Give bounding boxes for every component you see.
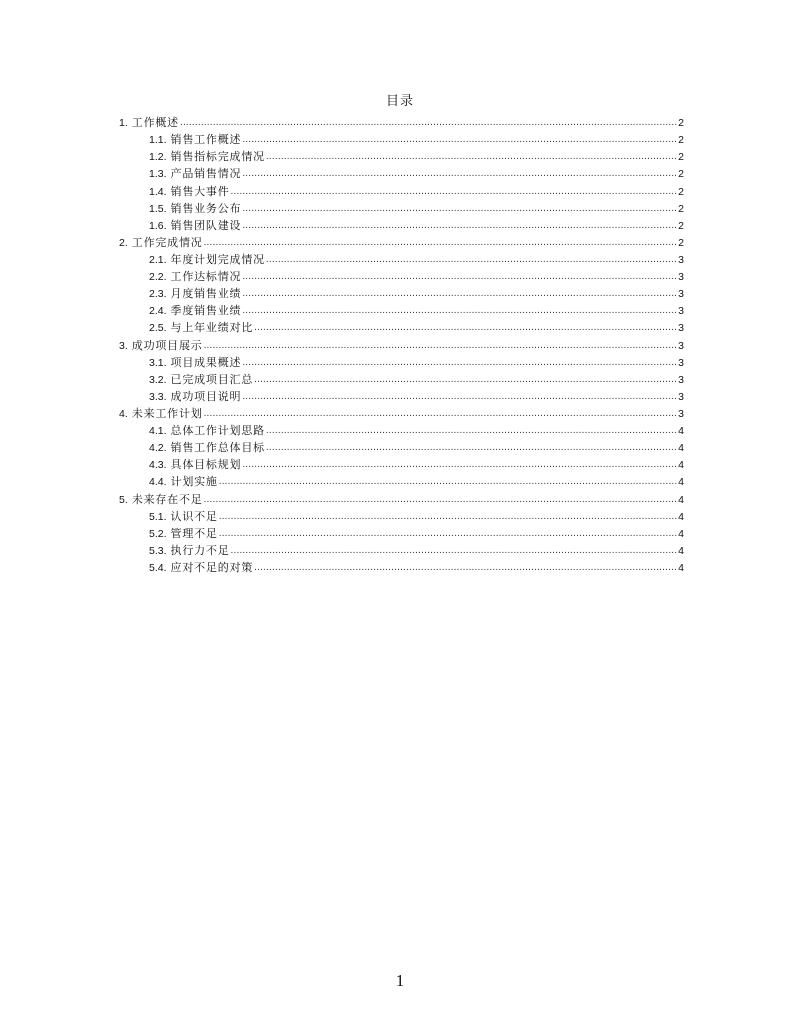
toc-dot-leader: [204, 236, 678, 250]
toc-entry-number: 5.4.: [149, 561, 167, 574]
toc-entry-number: 1.1.: [149, 134, 167, 147]
toc-dot-leader: [242, 219, 677, 233]
toc-entry-label: 月度销售业绩: [170, 287, 242, 301]
toc-entry-number: 3.: [119, 339, 128, 352]
toc-dot-leader: [242, 356, 677, 370]
toc-dot-leader: [219, 510, 677, 524]
toc-entry-label: 具体目标规划: [170, 458, 242, 472]
toc-entry-page: 2: [678, 134, 684, 147]
toc-dot-leader: [204, 493, 678, 507]
toc-entry-label: 计划实施: [170, 475, 218, 489]
toc-entry-label: 工作完成情况: [131, 235, 203, 249]
toc-entry-label: 工作达标情况: [170, 270, 242, 284]
toc-entry-page: 4: [678, 493, 684, 506]
toc-entry-page: 4: [678, 476, 684, 489]
toc-entry-number: 1.4.: [149, 185, 167, 198]
toc-dot-leader: [254, 321, 677, 335]
toc-entry-label: 产品销售情况: [170, 167, 242, 181]
toc-entry-page: 2: [678, 185, 684, 198]
toc-entry[interactable]: [119, 370, 684, 387]
toc-dot-leader: [266, 441, 677, 455]
toc-entry-label: 销售业务公布: [170, 201, 242, 215]
toc-dot-leader: [242, 167, 677, 181]
toc-entry[interactable]: [119, 164, 684, 181]
toc-entry-page: 4: [678, 544, 684, 557]
toc-dot-leader: [204, 407, 678, 421]
toc-entry-number: 3.1.: [149, 356, 167, 369]
toc-entry-label: 管理不足: [170, 526, 218, 540]
toc-entry[interactable]: [119, 387, 684, 404]
toc-dot-leader: [242, 270, 677, 284]
toc-entry-number: 5.2.: [149, 527, 167, 540]
toc-entry[interactable]: [119, 181, 684, 198]
toc-entry-page: 2: [678, 219, 684, 232]
toc-entry[interactable]: [119, 113, 684, 130]
toc-dot-leader: [242, 304, 677, 318]
toc-entry-number: 4.2.: [149, 442, 167, 455]
toc-entry[interactable]: [119, 472, 684, 489]
toc-entry-number: 4.3.: [149, 459, 167, 472]
toc-entry[interactable]: [119, 558, 684, 575]
toc-entry-label: 执行力不足: [170, 543, 230, 557]
toc-entry-label: 与上年业绩对比: [170, 321, 254, 335]
toc-dot-leader: [219, 527, 677, 541]
toc-dot-leader: [219, 475, 677, 489]
toc-entry-label: 项目成果概述: [170, 355, 242, 369]
toc-entry[interactable]: [119, 199, 684, 216]
toc-entry-page: 3: [678, 339, 684, 352]
toc-entry[interactable]: [119, 284, 684, 301]
toc-dot-leader: [231, 185, 678, 199]
toc-dot-leader: [266, 424, 677, 438]
toc-entry-label: 认识不足: [170, 509, 218, 523]
toc-entry-label: 销售大事件: [170, 184, 230, 198]
toc-entry-page: 3: [678, 288, 684, 301]
toc-entry-label: 成功项目说明: [170, 389, 242, 403]
toc-dot-leader: [242, 458, 677, 472]
toc-dot-leader: [254, 373, 677, 387]
toc-entry-number: 1.: [119, 117, 128, 130]
toc-entry[interactable]: [119, 318, 684, 335]
toc-entry[interactable]: [119, 216, 684, 233]
toc-entry-page: 4: [678, 459, 684, 472]
toc-entry-number: 2.2.: [149, 271, 167, 284]
table-of-contents: [119, 113, 684, 575]
toc-entry[interactable]: [119, 267, 684, 284]
toc-entry[interactable]: [119, 147, 684, 164]
toc-entry-label: 已完成项目汇总: [170, 372, 254, 386]
toc-entry-page: 4: [678, 510, 684, 523]
toc-entry-label: 销售工作总体目标: [170, 441, 265, 455]
toc-dot-leader: [254, 561, 677, 575]
toc-dot-leader: [242, 133, 677, 147]
toc-entry-label: 应对不足的对策: [170, 560, 254, 574]
toc-entry[interactable]: [119, 438, 684, 455]
page-number: 1: [395, 971, 405, 990]
toc-entry-page: 3: [678, 322, 684, 335]
toc-entry-label: 销售工作概述: [170, 133, 242, 147]
toc-entry-page: 2: [678, 117, 684, 130]
toc-entry[interactable]: [119, 233, 684, 250]
toc-entry-number: 2.1.: [149, 253, 167, 266]
toc-dot-leader: [231, 544, 678, 558]
toc-entry-number: 1.6.: [149, 219, 167, 232]
toc-entry-label: 工作概述: [131, 116, 179, 130]
toc-entry-number: 4.: [119, 407, 128, 420]
toc-entry-page: 2: [678, 202, 684, 215]
toc-entry-page: 4: [678, 527, 684, 540]
toc-entry-number: 2.5.: [149, 322, 167, 335]
toc-entry[interactable]: [119, 421, 684, 438]
toc-entry-page: 2: [678, 151, 684, 164]
toc-dot-leader: [242, 287, 677, 301]
toc-entry-label: 年度计划完成情况: [170, 252, 265, 266]
toc-entry[interactable]: [119, 130, 684, 147]
toc-entry-number: 5.1.: [149, 510, 167, 523]
toc-dot-leader: [242, 390, 677, 404]
toc-entry-label: 总体工作计划思路: [170, 424, 265, 438]
toc-entry-label: 季度销售业绩: [170, 304, 242, 318]
toc-entry-number: 2.4.: [149, 305, 167, 318]
toc-entry-page: 3: [678, 407, 684, 420]
toc-entry-page: 4: [678, 442, 684, 455]
toc-entry[interactable]: [119, 335, 684, 352]
toc-title: 目录: [385, 94, 414, 109]
toc-entry[interactable]: [119, 250, 684, 267]
toc-entry[interactable]: [119, 353, 684, 370]
toc-entry-label: 销售指标完成情况: [170, 150, 265, 164]
toc-entry-page: 3: [678, 271, 684, 284]
toc-entry[interactable]: [119, 489, 684, 506]
toc-entry-page: 3: [678, 356, 684, 369]
toc-entry[interactable]: [119, 455, 684, 472]
toc-entry[interactable]: [119, 524, 684, 541]
toc-entry[interactable]: [119, 301, 684, 318]
toc-entry-label: 销售团队建设: [170, 218, 242, 232]
toc-entry-number: 2.3.: [149, 288, 167, 301]
toc-entry-number: 1.2.: [149, 151, 167, 164]
toc-dot-leader: [242, 202, 677, 216]
toc-dot-leader: [266, 150, 677, 164]
toc-dot-leader: [180, 116, 677, 130]
toc-entry-page: 2: [678, 168, 684, 181]
toc-entry-number: 2.: [119, 236, 128, 249]
toc-entry-number: 3.3.: [149, 390, 167, 403]
toc-entry-label: 未来工作计划: [131, 406, 203, 420]
toc-entry-page: 3: [678, 253, 684, 266]
toc-entry-page: 4: [678, 561, 684, 574]
toc-entry[interactable]: [119, 541, 684, 558]
toc-entry-number: 3.2.: [149, 373, 167, 386]
toc-entry[interactable]: [119, 404, 684, 421]
toc-entry[interactable]: [119, 507, 684, 524]
toc-entry-number: 1.3.: [149, 168, 167, 181]
toc-entry-number: 4.1.: [149, 425, 167, 438]
toc-entry-page: 3: [678, 305, 684, 318]
toc-entry-number: 1.5.: [149, 202, 167, 215]
toc-entry-page: 3: [678, 390, 684, 403]
toc-dot-leader: [266, 253, 677, 267]
toc-entry-page: 2: [678, 236, 684, 249]
toc-entry-label: 未来存在不足: [131, 492, 203, 506]
toc-dot-leader: [204, 339, 678, 353]
toc-entry-number: 5.: [119, 493, 128, 506]
toc-entry-number: 5.3.: [149, 544, 167, 557]
toc-entry-page: 4: [678, 425, 684, 438]
toc-entry-number: 4.4.: [149, 476, 167, 489]
toc-entry-label: 成功项目展示: [131, 338, 203, 352]
toc-entry-page: 3: [678, 373, 684, 386]
